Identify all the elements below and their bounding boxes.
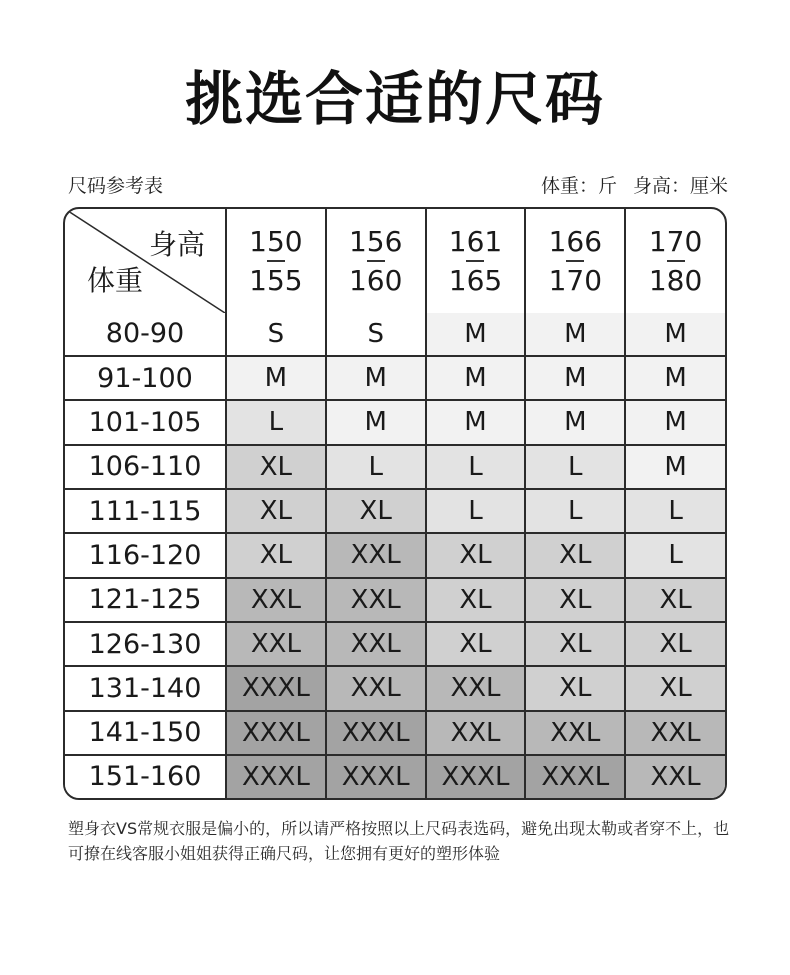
size-cell: M — [625, 356, 725, 400]
size-cell: L — [426, 489, 526, 533]
table-row — [65, 445, 725, 489]
size-cell: XL — [625, 578, 725, 622]
height-range-header — [226, 209, 326, 313]
size-cell: XXL — [625, 711, 725, 755]
height-axis-label: 身高 — [148, 228, 205, 261]
table-row — [65, 313, 725, 356]
size-table-body — [65, 313, 725, 798]
fit-note: 塑身衣VS常规衣服是偏小的，所以请严格按照以上尺码表选码，避免出现太勒或者穿不上，也可撩在线客服小姐姐获得正确尺码，让您拥有更好的塑形体验 — [68, 819, 730, 863]
size-cell: XXXL — [426, 755, 526, 798]
size-cell: XXXL — [525, 755, 625, 798]
size-cell: XXL — [426, 711, 526, 755]
size-cell: L — [525, 445, 625, 489]
size-cell: M — [625, 313, 725, 356]
size-chart — [63, 207, 727, 800]
size-cell: L — [226, 400, 326, 444]
height-range-header — [525, 209, 625, 313]
size-cell: XXXL — [226, 666, 326, 710]
size-cell: XXXL — [326, 755, 426, 798]
size-cell: M — [525, 313, 625, 356]
weight-range-cell: 131-140 — [65, 666, 226, 710]
size-cell: M — [426, 356, 526, 400]
size-cell: XL — [625, 622, 725, 666]
table-row — [65, 400, 725, 444]
weight-range-cell: 80-90 — [65, 313, 226, 356]
size-cell: XL — [625, 666, 725, 710]
size-cell: S — [226, 313, 326, 356]
size-cell: L — [525, 489, 625, 533]
size-cell: XL — [426, 622, 526, 666]
size-cell: XL — [226, 489, 326, 533]
height-range-bottom: 180 — [648, 263, 703, 297]
size-cell: XL — [226, 533, 326, 577]
height-range-header — [326, 209, 426, 313]
table-row — [65, 666, 725, 710]
size-cell: XXXL — [226, 755, 326, 798]
table-caption: 尺码参考表 — [68, 175, 164, 197]
size-cell: L — [426, 445, 526, 489]
weight-range-cell: 141-150 — [65, 711, 226, 755]
size-cell: M — [625, 400, 725, 444]
corner-cell — [65, 209, 226, 313]
size-cell: XL — [525, 533, 625, 577]
weight-range-cell: 111-115 — [65, 489, 226, 533]
height-range-bottom: 170 — [548, 263, 603, 297]
size-cell: M — [625, 445, 725, 489]
weight-range-cell: 126-130 — [65, 622, 226, 666]
size-cell: XL — [525, 578, 625, 622]
size-cell: L — [625, 489, 725, 533]
table-row — [65, 489, 725, 533]
size-cell: XXL — [326, 533, 426, 577]
size-cell: XL — [426, 533, 526, 577]
size-cell: S — [326, 313, 426, 356]
weight-range-cell: 106-110 — [65, 445, 226, 489]
height-range-bottom: 160 — [348, 263, 403, 297]
header-row — [65, 209, 725, 313]
size-cell: XL — [426, 578, 526, 622]
size-cell: XXL — [226, 578, 326, 622]
height-range-top: 161 — [448, 225, 503, 259]
size-cell: XL — [226, 445, 326, 489]
size-cell: XXL — [326, 622, 426, 666]
size-cell: M — [226, 356, 326, 400]
size-cell: XL — [326, 489, 426, 533]
height-range-header — [426, 209, 526, 313]
table-row — [65, 711, 725, 755]
size-cell: M — [426, 400, 526, 444]
size-cell: XXL — [525, 711, 625, 755]
table-row — [65, 755, 725, 798]
weight-range-cell: 116-120 — [65, 533, 226, 577]
weight-axis-label: 体重 — [87, 264, 144, 297]
height-range-header — [625, 209, 725, 313]
size-cell: XXL — [625, 755, 725, 798]
size-cell: XXL — [426, 666, 526, 710]
size-cell: XXXL — [226, 711, 326, 755]
size-cell: M — [326, 356, 426, 400]
size-cell: M — [326, 400, 426, 444]
size-cell: L — [625, 533, 725, 577]
units-label: 体重：斤 身高：厘米 — [540, 175, 728, 197]
size-cell: M — [525, 356, 625, 400]
height-range-bottom: 155 — [249, 263, 303, 297]
table-row — [65, 578, 725, 622]
page-title: 挑选合适的尺码 — [184, 65, 605, 133]
size-cell: M — [426, 313, 526, 356]
height-range-bottom: 165 — [448, 263, 503, 297]
height-range-top: 150 — [249, 225, 303, 259]
weight-range-cell: 151-160 — [65, 755, 226, 798]
size-cell: XXL — [326, 666, 426, 710]
height-range-top: 170 — [648, 225, 703, 259]
size-cell: M — [525, 400, 625, 444]
size-cell: XXXL — [326, 711, 426, 755]
weight-range-cell: 121-125 — [65, 578, 226, 622]
size-cell: XXL — [226, 622, 326, 666]
weight-range-cell: 101-105 — [65, 400, 226, 444]
table-row — [65, 533, 725, 577]
size-cell: XL — [525, 666, 625, 710]
size-cell: XXL — [326, 578, 426, 622]
size-cell: L — [326, 445, 426, 489]
height-range-top: 156 — [348, 225, 403, 259]
weight-range-cell: 91-100 — [65, 356, 226, 400]
size-table — [65, 209, 725, 798]
height-range-top: 166 — [548, 225, 603, 259]
table-row — [65, 622, 725, 666]
size-cell: XL — [525, 622, 625, 666]
table-row — [65, 356, 725, 400]
